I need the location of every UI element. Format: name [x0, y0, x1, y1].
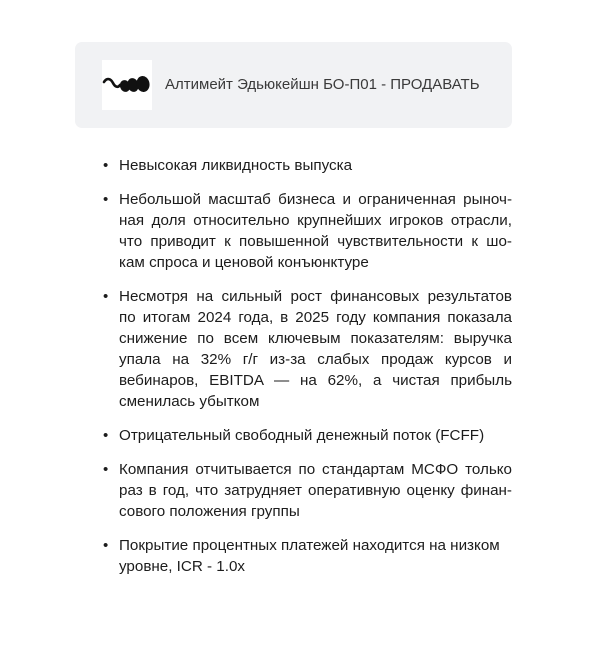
bullet-dot-icon: • [103, 191, 109, 208]
bullet-dot-icon: • [103, 157, 109, 174]
list-item-text: Компания отчитывается по стандартам МСФО только раз в год, что затрудняет оперативную оценку финан-сового положения группы [119, 461, 512, 520]
list-item-text: Отрицательный свободный денежный поток (FCFF) [119, 427, 485, 444]
list-item-text: Покрытие процентных платежей находится на низком уровне, ICR - 1.0x [119, 537, 500, 575]
header-card [75, 42, 512, 128]
risk-list [101, 155, 512, 590]
header-title: Алтимейт Эдьюкейшн БО-П01 - ПРОДАВАТЬ [165, 76, 480, 93]
bullet-dot-icon: • [103, 427, 109, 444]
brand-logo-icon [102, 73, 152, 97]
bullet-dot-icon: • [103, 461, 109, 478]
list-item-text: Невысокая ликвидность выпуска [119, 157, 353, 174]
list-item-text: Несмотря на сильный рост финансовых результатов по итогам 2024 года, в 2025 году компания показала снижение по всем ключевым показателям: выручка упала на 32% г/г из-за слабых продаж курсов и вебинаров, EBITDA — на 62%, а чистая прибыль сменилась убытком [119, 288, 512, 410]
list-item [101, 189, 512, 273]
brand-logo [102, 60, 152, 110]
list-item [101, 286, 512, 412]
list-item-text: Небольшой масштаб бизнеса и ограниченная рыноч-ная доля относительно крупнейших игроков отрасли, что приводит к повышенной чувствительности к шо-кам спроса и ценовой конъюнктуре [119, 191, 512, 271]
list-item [101, 535, 512, 577]
bullet-dot-icon: • [103, 288, 109, 305]
list-item [101, 425, 512, 446]
list-item [101, 155, 512, 176]
list-item [101, 459, 512, 522]
bullet-dot-icon: • [103, 537, 109, 554]
